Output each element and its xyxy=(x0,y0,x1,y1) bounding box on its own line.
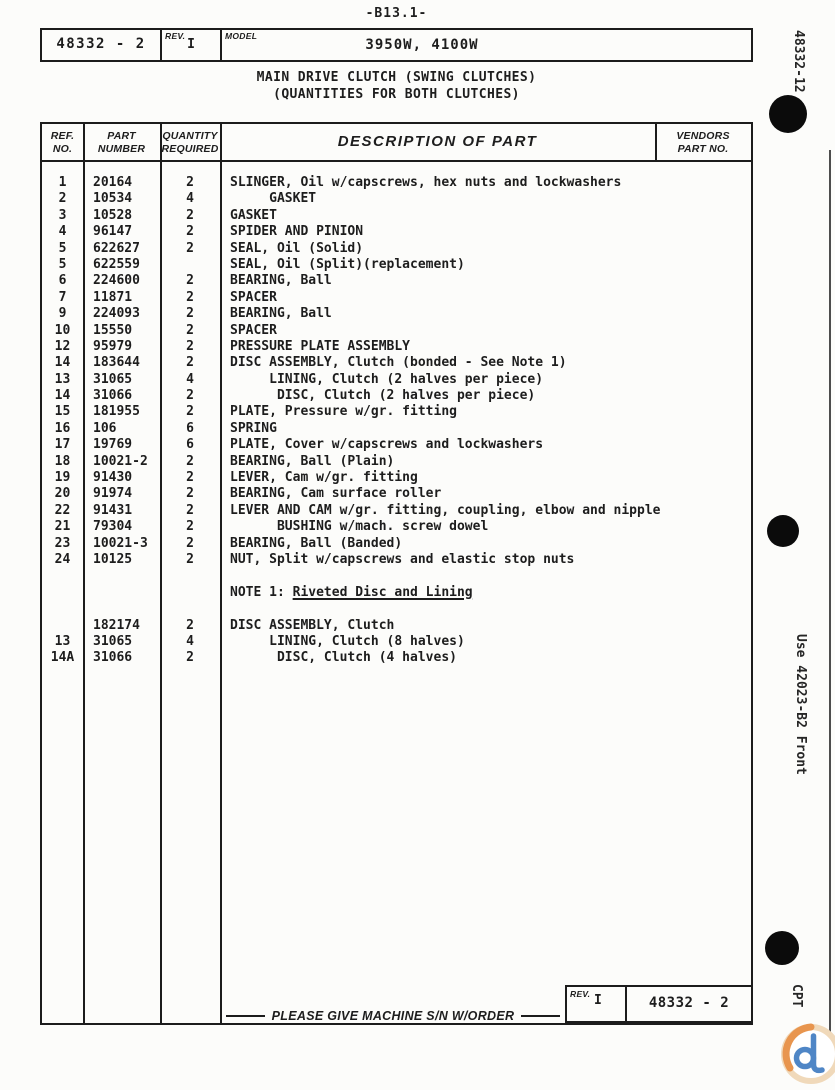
quantity: 2 xyxy=(186,617,194,633)
model-label: MODEL xyxy=(225,31,258,41)
quantity: 2 xyxy=(186,322,194,338)
page-title: MAIN DRIVE CLUTCH (SWING CLUTCHES) xyxy=(256,70,537,85)
description: DISC, Clutch (2 halves per piece) xyxy=(230,388,536,404)
description: BEARING, Cam surface roller xyxy=(230,486,442,502)
table-row xyxy=(42,650,751,666)
ref-no: 23 xyxy=(54,535,71,551)
quantity: 2 xyxy=(186,535,194,551)
part-number: 183644 xyxy=(93,355,140,371)
quantity: 4 xyxy=(186,633,194,649)
footer-rev-box xyxy=(565,985,753,1023)
description: BEARING, Ball xyxy=(230,306,332,322)
table-row xyxy=(42,224,751,240)
table-row xyxy=(42,552,751,568)
margin-code-bottom: CPT xyxy=(789,984,804,1008)
table-row xyxy=(42,339,751,355)
ref-no: 2 xyxy=(58,191,67,207)
part-number: 224093 xyxy=(93,306,140,322)
ref-no: 5 xyxy=(58,240,67,256)
quantity: 2 xyxy=(186,388,194,404)
table-row xyxy=(42,486,751,502)
ref-no: 16 xyxy=(54,420,71,436)
table-row xyxy=(42,241,751,257)
part-number: 622627 xyxy=(93,240,140,256)
table-row xyxy=(42,273,751,289)
part-number: 224600 xyxy=(93,273,140,289)
margin-usage-note: Use 42023-B2 Front xyxy=(793,634,808,775)
ref-no: 18 xyxy=(54,453,71,469)
table-header xyxy=(42,124,751,162)
part-number: 15550 xyxy=(93,322,133,338)
part-number: 19769 xyxy=(93,437,133,453)
table-row xyxy=(42,388,751,404)
ref-no: 22 xyxy=(54,502,71,518)
page-subtitle: (QUANTITIES FOR BOTH CLUTCHES) xyxy=(273,87,520,102)
header-vendors-part-no: VENDORS PART NO. xyxy=(676,130,730,155)
table-row xyxy=(42,208,751,224)
part-number: 11871 xyxy=(93,289,133,305)
blank-row xyxy=(42,568,751,584)
description: LINING, Clutch (8 halves) xyxy=(230,633,465,649)
quantity: 2 xyxy=(186,289,194,305)
margin-code-top: 48332-12 xyxy=(791,30,806,93)
description: LEVER AND CAM w/gr. fitting, coupling, elbow and nipple xyxy=(230,502,661,518)
table-row xyxy=(42,404,751,420)
table-row xyxy=(42,634,751,650)
description: PLATE, Pressure w/gr. fitting xyxy=(230,404,457,420)
header-description: DESCRIPTION OF PART xyxy=(337,133,538,150)
ref-no: 20 xyxy=(54,486,71,502)
parts-table xyxy=(40,122,753,1025)
description: NUT, Split w/capscrews and elastic stop nuts xyxy=(230,551,575,567)
ref-no: 10 xyxy=(54,322,71,338)
ref-no: 1 xyxy=(58,175,67,190)
description: LINING, Clutch (2 halves per piece) xyxy=(230,371,544,387)
table-row xyxy=(42,503,751,519)
quantity: 2 xyxy=(186,502,194,518)
part-number: 20164 xyxy=(93,175,133,190)
punch-dot-icon xyxy=(769,95,807,133)
description: SPIDER AND PINION xyxy=(230,224,364,240)
part-number: 10125 xyxy=(93,551,133,567)
part-number: 10534 xyxy=(93,191,133,207)
ref-no: 14A xyxy=(50,650,75,666)
ref-no: 19 xyxy=(54,470,71,486)
table-row xyxy=(42,519,751,535)
part-number: 181955 xyxy=(93,404,140,420)
part-number: 31065 xyxy=(93,371,133,387)
quantity: 2 xyxy=(186,306,194,322)
header-ref-no: REF. NO. xyxy=(50,130,75,155)
part-number: 106 xyxy=(93,420,117,436)
ref-no: 14 xyxy=(54,355,71,371)
ref-no: 17 xyxy=(54,437,71,453)
quantity: 6 xyxy=(186,420,194,436)
quantity: 6 xyxy=(186,437,194,453)
part-number: 79304 xyxy=(93,519,133,535)
punch-dot-icon xyxy=(767,515,799,547)
note-text: NOTE 1: Riveted Disc and Lining xyxy=(230,584,473,600)
description: DISC ASSEMBLY, Clutch (bonded - See Note 1) xyxy=(230,355,567,371)
quantity: 4 xyxy=(186,371,194,387)
description: GASKET xyxy=(230,191,317,207)
page-reference: -B13.1- xyxy=(365,6,428,21)
table-row xyxy=(42,536,751,552)
part-number: 91974 xyxy=(93,486,133,502)
part-number: 91430 xyxy=(93,470,133,486)
table-row xyxy=(42,355,751,371)
ref-no: 5 xyxy=(58,256,67,272)
watermark-logo-icon xyxy=(779,1022,835,1086)
part-number: 10021-2 xyxy=(93,453,148,469)
table-row xyxy=(42,175,751,191)
punch-dot-icon xyxy=(765,931,799,965)
description: SEAL, Oil (Split)(replacement) xyxy=(230,256,465,272)
quantity: 2 xyxy=(186,650,194,666)
footer-rule-right xyxy=(521,1015,560,1017)
description: PRESSURE PLATE ASSEMBLY xyxy=(230,338,411,354)
rev-label: REV. xyxy=(165,31,186,41)
quantity: 2 xyxy=(186,338,194,354)
table-row xyxy=(42,454,751,470)
doc-number-cell: 48332 - 2 xyxy=(42,30,162,60)
quantity: 2 xyxy=(186,404,194,420)
footer-rule-left xyxy=(226,1015,265,1017)
ref-no: 13 xyxy=(54,371,71,387)
footer-rev-label: REV. xyxy=(570,989,591,999)
part-number: 96147 xyxy=(93,224,133,240)
document-header-box xyxy=(40,28,753,62)
quantity: 2 xyxy=(186,551,194,567)
footer-rev-cell xyxy=(567,987,627,1021)
part-number: 95979 xyxy=(93,338,133,354)
quantity: 2 xyxy=(186,453,194,469)
table-row xyxy=(42,470,751,486)
table-row xyxy=(42,306,751,322)
blank-row xyxy=(42,601,751,617)
quantity: 2 xyxy=(186,519,194,535)
ref-no: 6 xyxy=(58,273,67,289)
ref-no: 13 xyxy=(54,633,71,649)
table-row xyxy=(42,421,751,437)
header-quantity-required: QUANTITY REQUIRED xyxy=(161,130,219,155)
table-row xyxy=(42,323,751,339)
footer-doc-number: 48332 - 2 xyxy=(648,995,730,1011)
footer-rev-value: I xyxy=(594,993,602,1008)
footer-instruction-text: PLEASE GIVE MACHINE S/N W/ORDER xyxy=(265,1009,522,1023)
rev-cell xyxy=(162,30,222,60)
quantity: 2 xyxy=(186,486,194,502)
description: LEVER, Cam w/gr. fitting xyxy=(230,470,418,486)
part-number: 91431 xyxy=(93,502,133,518)
table-row xyxy=(42,437,751,453)
model-value: 3950W, 4100W xyxy=(365,37,479,53)
header-part-number: PART NUMBER xyxy=(97,130,146,155)
ref-no: 7 xyxy=(58,289,67,305)
description: BEARING, Ball (Plain) xyxy=(230,453,395,469)
ref-no: 12 xyxy=(54,338,71,354)
part-number: 31066 xyxy=(93,650,133,666)
ref-no: 15 xyxy=(54,404,71,420)
quantity: 2 xyxy=(186,175,194,190)
quantity: 2 xyxy=(186,470,194,486)
description: SLINGER, Oil w/capscrews, hex nuts and lockwashers xyxy=(230,175,622,190)
description: PLATE, Cover w/capscrews and lockwashers xyxy=(230,437,544,453)
description: SEAL, Oil (Solid) xyxy=(230,240,364,256)
ref-no: 9 xyxy=(58,306,67,322)
table-row xyxy=(42,618,751,634)
rev-value: I xyxy=(187,37,195,52)
description: SPRING xyxy=(230,420,277,436)
description: DISC ASSEMBLY, Clutch xyxy=(230,617,395,633)
ref-no: 3 xyxy=(58,207,67,223)
table-row xyxy=(42,372,751,388)
description: SPACER xyxy=(230,289,277,305)
ref-no: 24 xyxy=(54,551,71,567)
quantity: 2 xyxy=(186,224,194,240)
table-row xyxy=(42,191,751,207)
quantity: 2 xyxy=(186,207,194,223)
description: GASKET xyxy=(230,207,277,223)
quantity: 2 xyxy=(186,273,194,289)
quantity: 2 xyxy=(186,355,194,371)
table-row xyxy=(42,290,751,306)
quantity: 2 xyxy=(186,240,194,256)
table-row xyxy=(42,257,751,273)
description: BEARING, Ball (Banded) xyxy=(230,535,403,551)
description: BUSHING w/mach. screw dowel xyxy=(230,519,489,535)
part-number: 31065 xyxy=(93,633,133,649)
note-row xyxy=(42,585,751,601)
description: DISC, Clutch (4 halves) xyxy=(230,650,457,666)
ref-no: 21 xyxy=(54,519,71,535)
part-number: 31066 xyxy=(93,388,133,404)
description: SPACER xyxy=(230,322,277,338)
part-number: 10528 xyxy=(93,207,133,223)
footer-instruction xyxy=(226,1007,560,1024)
part-number: 10021-3 xyxy=(93,535,148,551)
part-number: 182174 xyxy=(93,617,140,633)
parts-rows xyxy=(42,175,751,667)
description: BEARING, Ball xyxy=(230,273,332,289)
ref-no: 4 xyxy=(58,224,67,240)
quantity: 4 xyxy=(186,191,194,207)
model-cell xyxy=(222,30,751,60)
scan-edge-line xyxy=(829,150,831,1035)
ref-no: 14 xyxy=(54,388,71,404)
part-number: 622559 xyxy=(93,256,140,272)
